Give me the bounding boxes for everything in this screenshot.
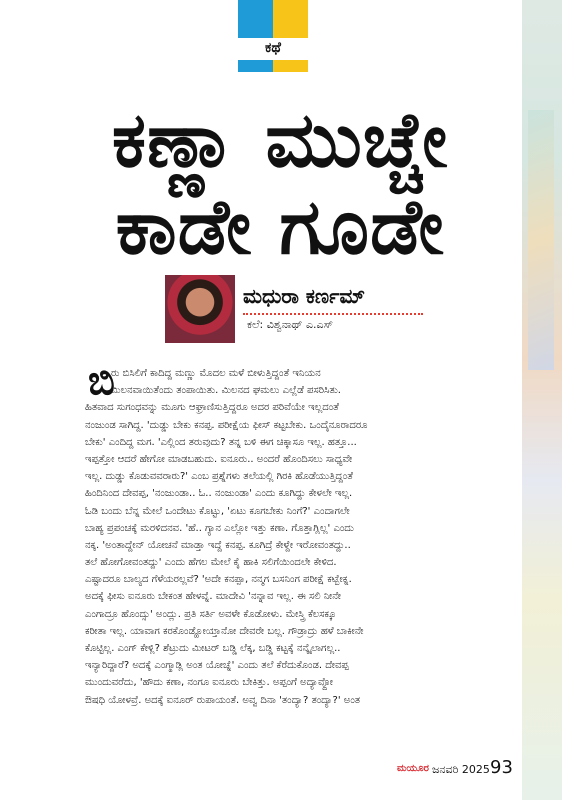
body-line: ಕೊಟ್ಟಿಲ್ಲ. ಎಂಗ್ ಕೇಳ್ಲಿ? ಶೆಟ್ರುದು ಮೀಟರ್ ಬಡ್ಡಿ ಲೆಕ್ಕ, ಬಡ್ಡಿ ಕಟ್ಟಕ್ಕೆ ನನ್ಕೈಲಾಗಲ್ಲ.. bbox=[85, 643, 341, 654]
story-title-line-1: ಕಣ್ಣಾ ಮುಚ್ಚೇ bbox=[111, 95, 449, 184]
category-badge bbox=[238, 0, 308, 72]
magazine-name: ಮಯೂರ bbox=[397, 763, 429, 774]
body-line: ಎಷ್ಟಾದರೂ ಬಾಲ್ಯದ ಗೆಳೆಯರಲ್ಲವೆ? 'ಅದೇ ಕನಪ್ಪಾ, ನನ್ಮಗ ಬಸನಿಂಗ ಪರೀಕ್ಷೆ ಕಟ್ಬೇಕ್ನ. bbox=[85, 574, 352, 586]
drop-cap: ಬಿ bbox=[88, 358, 115, 404]
category-label: ಕಥೆ bbox=[238, 38, 308, 58]
category-bar-blue bbox=[238, 60, 273, 72]
body-line: ನಂಜುಂಡ ಸಾಗಿದ್ದ. 'ದುಡ್ಡು ಬೇಕು ಕನಪ್ಪ. ಪರೀಕ್ಷೆಯ ಫೀಸ್ ಕಟ್ಟಬೇಕು. ಒಂದೈನೂರಾದರೂ bbox=[85, 419, 368, 431]
body-line: ಬಾಹ್ಯ ಪ್ರಪಂಚಕ್ಕೆ ಮರಳಿದನವ. 'ಹೆ.. ಗ್ಯಾನ ಎಲ್ಲೋ ಇತ್ತು ಕಣಾ. ಗೊತ್ತಾಗ್ಲಿಲ್ಲ' ಎಂದು bbox=[85, 522, 354, 534]
body-line: ಹಿತವಾದ ಸುಗಂಧವನ್ನು ಮೂಗು ಆಘ್ರಾಣಿಸುತ್ತಿದ್ದರೂ ಅದರ ಪರಿವೆಯೇ ಇಲ್ಲದಂತೆ bbox=[85, 402, 339, 414]
side-artwork-strip bbox=[522, 0, 562, 800]
author-name: ಮಧುರಾ ಕರ್ಣಮ್ bbox=[243, 284, 365, 308]
body-line: ಅದಕ್ಕೆ ಫೀಸು ಐನೂರು ಬೇಕಂತ ಹೇಳವ್ನೆ. ಮಾದೇವಿ 'ನನ್ನಾವ ಇಲ್ಲ. ಈ ಸಲಿ ನೀನೇ bbox=[85, 591, 342, 603]
page-number: 93 bbox=[490, 757, 513, 778]
body-line: ಮುಂದುವರೆದು, 'ಹೌದು ಕಣಾ, ನಂಗೂ ಐನೂರು ಬೇಕಿತ್ತು. ಅಪ್ಪಂಗೆ ಅದ್ಯಾವ್ದೋ bbox=[85, 677, 333, 689]
body-line: ಇಲ್ಲ. ದುಡ್ಡು ಕೊಡುವವರಾರು?' ಎಂಬ ಪ್ರಶ್ನೆಗಳು ತಲೆಯಲ್ಲಿ ಗಿರಕಿ ಹೊಡೆಯುತ್ತಿದ್ದಂತೆ bbox=[85, 471, 353, 483]
category-bar-yellow bbox=[273, 60, 308, 72]
issue-date: ಜನವರಿ 2025 bbox=[432, 763, 490, 776]
body-line: ರು ಬಿಸಿಲಿಗೆ ಕಾದಿದ್ದ ಮಣ್ಣು ಮೊದಲ ಮಳೆ ಬೀಳುತ್ತಿದ್ದಂತೆ ಇನಿಯನ bbox=[111, 368, 321, 379]
body-line: ಬೇಕು' ಎಂದಿದ್ದ ಮಗ. 'ಎಲ್ಲಿಂದ ತರುವುದು? ತನ್ನ ಬಳಿ ಈಗ ಚಿಕ್ಕಾಸೂ ಇಲ್ಲ. ಹತ್ತೂ... bbox=[85, 436, 357, 448]
body-line: ಕರೀತಾ ಇಲ್ಲ. ಯಾವಾಗ ಕರಕೊಂಡ್ಹೋಯ್ತಾನೋ ದೇವರೇ ಬಲ್ಲ. ಗೌಡ್ರಾದ್ರು ಹಳೆ ಬಾಕೀನೇ bbox=[85, 625, 364, 637]
body-line: ಔಷಧಿ ಯೋಳವ್ರೆ. ಅದಕ್ಕೆ ಐನೂರ್ ರುಪಾಯಂತೆ. ಅವ್ವ ದಿನಾ 'ತಂದ್ಯಾ? ತಂದ್ಯಾ?' ಅಂತ bbox=[85, 694, 361, 706]
body-line: ಹಿಂದಿನಿಂದ ದೇವಪ್ಪ, 'ನಂಜುಂಡಾ.. ಓ.. ನಂಜುಂಡಾ' ಎಂದು ಕೂಗಿದ್ದು ಕೇಳಲೇ ಇಲ್ಲ. bbox=[85, 488, 353, 500]
body-line: ಇನ್ಯಾರಿದ್ದಾರೆ? ಅದಕ್ಕೆ ಎಂಗ್ಮಾಡ್ಲಿ ಅಂತ ಯೋಚ್ನೆ' ಎಂದು ತಲೆ ಕೆರೆದುಕೊಂಡ. ದೇವಪ್ಪ bbox=[85, 660, 349, 672]
story-body bbox=[85, 365, 465, 709]
body-line: ನಕ್ಕ. 'ಅಂತಾದ್ದೇನ್ ಯೋಚನೆ ಮಾಡ್ತಾ ಇದ್ದೆ ಕನಪ್ಪ. ಕೂಗಿದ್ರೆ ಕೇಳ್ದೇ ಇರೋವಂತದ್ದು.. bbox=[85, 539, 351, 551]
body-line: ಮಿಲನವಾಯಿತೆಂದು ತಂಪಾಯಿತು. ಮಿಲನದ ಘಮಲು ಎಲ್ಲೆಡೆ ಪಸರಿಸಿತು. bbox=[111, 385, 341, 397]
author-photo bbox=[165, 275, 235, 343]
body-line: ಇಪ್ಪತ್ತೋ ಆದರೆ ಹೇಗೋ ಮಾಡಬಹುದು. ಐನೂರು.. ಅಂದರೆ ಹೊಂದಿಸಲು ಸಾಧ್ಯವೇ bbox=[85, 453, 353, 465]
author-divider bbox=[243, 313, 423, 315]
story-title-line-2: ಕಾಡೇ ಗೂಡೇ bbox=[115, 182, 445, 271]
body-line: ಎಂಗಾದ್ರೂ ಹೊಂದ್ಸು' ಅಂದ್ಲು. ಪ್ರತಿ ಸರ್ತಿ ಅವಳೇ ಕೊಡೋಳು. ಮೇಸ್ತ್ರಿ ಕೆಲಸಕ್ಕೂ bbox=[85, 608, 337, 620]
illustration-credit: ಕಲೆ: ವಿಶ್ವನಾಥ್ ಎ.ಎಸ್ bbox=[247, 318, 334, 331]
body-line: ಓಡಿ ಬಂದು ಬೆನ್ನ ಮೇಲೆ ಒಂದೇಟು ಕೊಟ್ಟು, 'ಏಟು ಕೂಗಬೇಕು ನಿಂಗೆ?' ಎಂದಾಗಲೇ bbox=[85, 505, 350, 517]
body-line: ತಲೆ ಹೋಗೋವಂತದ್ದು' ಎಂದು ಹೆಗಲ ಮೇಲೆ ಕೈ ಹಾಕಿ ಸಲಿಗೆಯಿಂದಲೇ ಕೇಳಿದ. bbox=[85, 557, 337, 569]
